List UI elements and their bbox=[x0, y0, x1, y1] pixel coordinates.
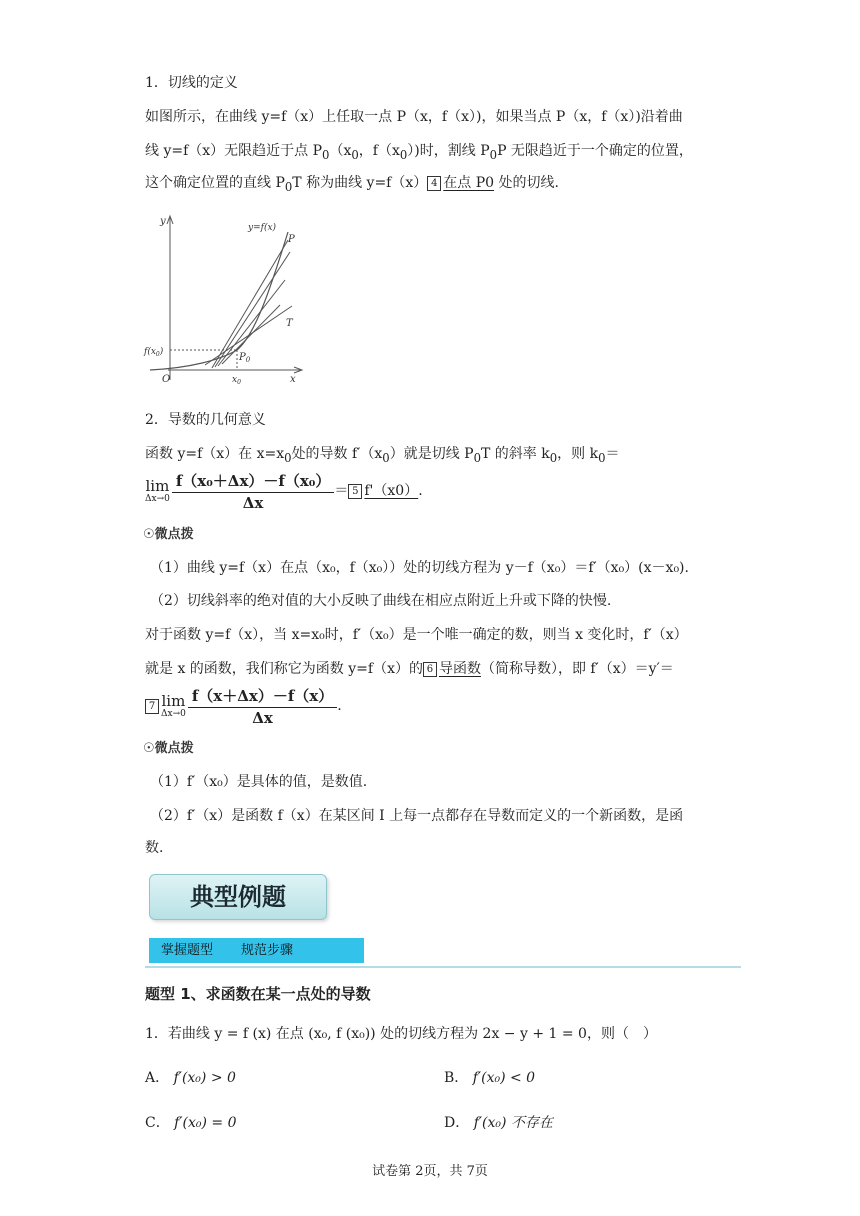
tip-line: （2）切线斜率的绝对值的大小反映了曲线在相应点附近上升或下降的快慢. bbox=[150, 593, 612, 609]
tip-label: ☉微点拨 bbox=[143, 527, 194, 542]
x0-label: $x_0$ bbox=[232, 375, 241, 386]
derivative-definition-formula: lim Δx→0 $\frac{\text{f（x₀＋Δx）－f（x₀）}}{\Delta x}$ ＝ 5 f'（x0）. bbox=[145, 472, 423, 512]
paragraph-line: 函数 y=f（x）在 $x=x_0$处的导数 $f'(x_0)$就是切线 $P_0T$ 的斜率 $k_0$，则 $k_0=$ bbox=[145, 446, 620, 465]
paragraph-line: 对于函数 y=f（x），当 x=x₀时，f′（x₀）是一个唯一确定的数，则当 x 变化时，f′（x） bbox=[145, 627, 688, 643]
option-b: B． f′(x₀) < 0 bbox=[444, 1070, 536, 1086]
tangent-figure bbox=[140, 210, 310, 390]
curve-label: y=f(x) bbox=[248, 223, 277, 233]
paragraph-line: 这个确定位置的直线 $P_0T$ 称为曲线 y=f（x） 4 在点 P0 处的切线. bbox=[145, 175, 559, 194]
derivative-function-formula: 7 lim Δx→0 $\frac{f(x+\Delta x)-f(x)}{\Delta x}$ . bbox=[145, 685, 342, 727]
x-axis-label: x bbox=[290, 374, 296, 385]
tip-icon: ☉ bbox=[143, 741, 155, 756]
point-p0-label: $P_0$ bbox=[239, 352, 251, 364]
point-t-label: T bbox=[286, 318, 293, 329]
option-c: C． f′(x₀) = 0 bbox=[145, 1115, 237, 1131]
question-stem: 1．若曲线 y = f (x) 在点 (x₀, f (x₀)) 处的切线方程为 2x − y + 1 = 0，则（ ） bbox=[145, 1026, 657, 1042]
blank-answer-7: 7 lim Δx→0 $\frac{f(x+\Delta x)-f(x)}{\Delta x}$ bbox=[145, 698, 337, 714]
tip-line: （1）曲线 y=f（x）在点（x₀，f（x₀））处的切线方程为 y－f（x₀）＝f′（x₀）(x－x₀). bbox=[150, 560, 689, 576]
blank-answer-4: 4 在点 P0 bbox=[427, 175, 494, 191]
divider bbox=[145, 966, 741, 968]
y-axis-label: y bbox=[160, 216, 166, 227]
tip-label: ☉微点拨 bbox=[143, 741, 194, 756]
fx0-label: $f(x_0)$ bbox=[144, 347, 164, 358]
option-d: D． f′(x₀) 不存在 bbox=[444, 1115, 553, 1131]
blank-answer-6: 6 导函数 bbox=[423, 661, 481, 677]
paragraph-line: 线 y=f（x）无限趋近于点 $P_0(x_0$，$f(x_0)$)时，割线 $P_0P$ 无限趋近于一个确定的位置， bbox=[145, 143, 693, 162]
point-p-label: P bbox=[288, 234, 295, 245]
tip-icon: ☉ bbox=[143, 527, 155, 542]
section-title-geometric-meaning: 2．导数的几何意义 bbox=[145, 412, 266, 428]
section-title-tangent-definition: 1．切线的定义 bbox=[145, 75, 238, 91]
tip-line: （2）f′（x）是函数 f（x）在某区间 I 上每一点都存在导数而定义的一个新函数，是函 bbox=[150, 808, 684, 824]
paragraph-line: 就是 x 的函数，我们称它为函数 y=f（x）的 6 导函数（简称导数），即 f′（x）＝y′＝ bbox=[145, 661, 674, 677]
paragraph-line: 如图所示，在曲线 y=f（x）上任取一点 P（x，f（x）)，如果当点 P（x，f（x）)沿着曲 bbox=[145, 109, 683, 125]
tip-line: （1）f′（x₀）是具体的值，是数值. bbox=[150, 774, 368, 790]
typical-examples-banner: 典型例题 bbox=[149, 874, 327, 920]
blank-answer-5: 5 f'（x0） bbox=[348, 483, 418, 499]
origin-label: O bbox=[162, 374, 171, 385]
page-footer: 试卷第 2页，共 7页 bbox=[372, 1164, 488, 1179]
tip-line: 数. bbox=[145, 840, 164, 856]
option-a: A． f′(x₀) > 0 bbox=[145, 1070, 236, 1086]
question-type-heading: 题型 1、求函数在某一点处的导数 bbox=[145, 985, 371, 1003]
subtitle-bar: 掌握题型 规范步骤 bbox=[149, 938, 364, 963]
